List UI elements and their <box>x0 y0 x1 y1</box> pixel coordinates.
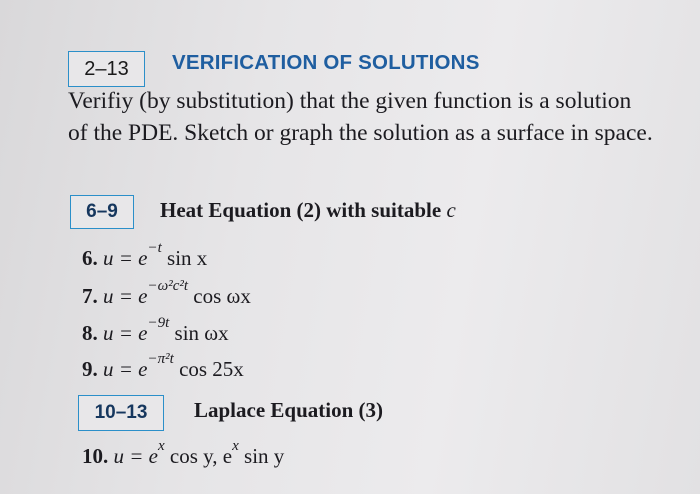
subsection-title-heat-equation <box>160 198 456 223</box>
problem-exponent: −π²t <box>147 351 174 367</box>
problem-number: 9. <box>82 356 98 381</box>
problem-exponent: −ω²c²t <box>147 278 189 294</box>
problem-number: 8. <box>82 320 98 345</box>
intro-text-line-1: Verifiy (by substitution) that the given function is a solution <box>68 88 632 114</box>
problem-part-1: u = e <box>113 443 158 468</box>
problem-6 <box>82 240 207 271</box>
problem-lhs: u = e <box>103 283 148 308</box>
section-range-label-2-13: 2–13 <box>68 51 145 87</box>
problem-9 <box>82 351 244 382</box>
problem-lhs: u = e <box>103 356 148 381</box>
section-range-label-6-9: 6–9 <box>70 195 134 229</box>
problem-lhs: u = e <box>103 320 148 345</box>
problem-rhs: cos ωx <box>193 283 251 308</box>
problem-rhs: sin ωx <box>174 320 229 345</box>
problem-10 <box>82 438 284 469</box>
problem-lhs: u = e <box>103 245 148 270</box>
problem-part-2: cos y, e <box>169 443 233 468</box>
problem-exponent: −t <box>147 240 162 256</box>
problem-part-3: sin y <box>244 443 285 468</box>
problem-number: 10. <box>82 443 109 468</box>
problem-rhs: cos 25x <box>179 356 244 381</box>
problem-exponent: −9t <box>147 315 170 331</box>
problem-8 <box>82 315 229 346</box>
problem-exponent-1: x <box>158 438 165 454</box>
problem-number: 6. <box>82 245 98 270</box>
heat-equation-title-variable: c <box>446 198 456 222</box>
problem-rhs: sin x <box>167 245 208 270</box>
subsection-title-laplace-equation: Laplace Equation (3) <box>194 398 384 422</box>
section-range-label-10-13: 10–13 <box>78 395 164 431</box>
intro-text-line-2: of the PDE. Sketch or graph the solution as a surface in space. <box>68 120 653 146</box>
problem-7 <box>82 278 251 309</box>
heat-equation-title-text: Heat Equation (2) with suitable <box>160 198 442 222</box>
problem-exponent-2: x <box>232 438 239 454</box>
section-title-verification: VERIFICATION OF SOLUTIONS <box>172 51 480 74</box>
problem-number: 7. <box>82 283 98 308</box>
